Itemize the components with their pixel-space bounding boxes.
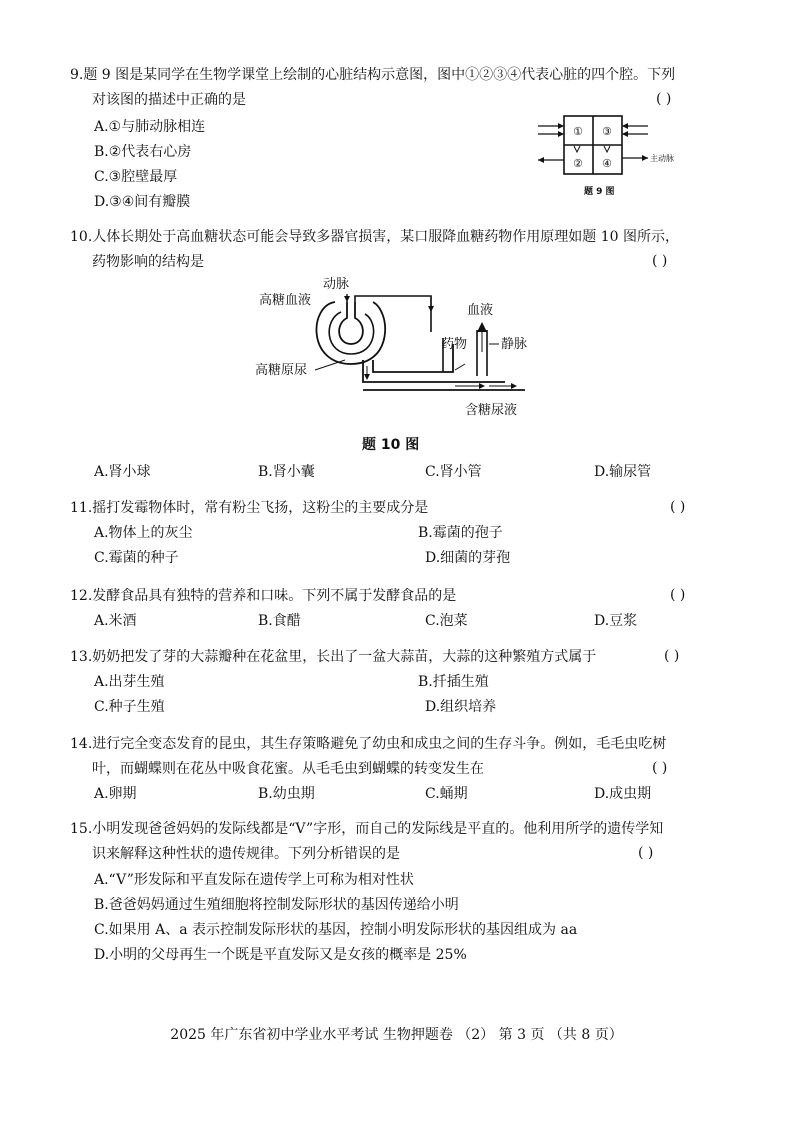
q10-figure-caption: 题 10 图 — [362, 437, 420, 453]
q15-option-c: C.如果用 A、a 表示控制发际形状的基因，控制小明发际形状的基因组成为 aa — [94, 922, 578, 938]
q12-option-d: D.豆浆 — [594, 613, 638, 629]
q9-answer-blank: ( ) — [656, 91, 672, 107]
blood-label: 血液 — [467, 303, 494, 318]
q12-answer-blank: ( ) — [670, 587, 686, 603]
q9-stem-line1: 9.题 9 图是某同学在生物学课堂上绘制的心脏结构示意图，图中①②③④代表心脏的四个腔。下列 — [70, 67, 676, 83]
q10-option-c: C.肾小管 — [425, 464, 482, 480]
q11-option-d: D.细菌的芽孢 — [425, 550, 511, 566]
q14-option-b: B.幼虫期 — [258, 786, 315, 802]
q10-option-d: D.输尿管 — [594, 464, 652, 480]
vein-label: 静脉 — [501, 337, 528, 352]
q13-option-c: C.种子生殖 — [94, 699, 165, 715]
q9-option-a: A.①与肺动脉相连 — [94, 119, 206, 135]
q15-option-a: A.“V”形发际和平直发际在遗传学上可称为相对性状 — [94, 872, 414, 888]
q14-option-c: C.蛹期 — [425, 786, 468, 802]
q12-option-a: A.米酒 — [94, 613, 137, 629]
q10-nephron-figure — [255, 272, 545, 422]
q14-stem-line2: 叶，而蝴蝶则在花丛中吸食花蜜。从毛毛虫到蝴蝶的转变发生在 — [92, 761, 484, 777]
q9-stem-line2: 对该图的描述中正确的是 — [92, 92, 246, 108]
sugar-urine-label: 含糖尿液 — [465, 403, 518, 418]
chamber-3-label: ③ — [602, 125, 612, 138]
q11-stem: 11.摇打发霉物体时，常有粉尘飞扬，这粉尘的主要成分是 — [70, 500, 429, 516]
q10-option-a: A.肾小球 — [94, 464, 151, 480]
q10-stem-line1: 10.人体长期处于高血糖状态可能会导致多器官损害，某口服降血糖药物作用原理如题 10 图所示， — [70, 229, 679, 245]
q14-option-d: D.成虫期 — [594, 786, 652, 802]
q9-heart-figure — [536, 110, 686, 202]
page-footer: 2025 年广东省初中学业水平考试 生物押题卷 （2） 第 3 页 （共 8 页） — [170, 1027, 623, 1043]
q10-stem-line2: 药物影响的结构是 — [92, 254, 204, 270]
q9-option-b: B.②代表右心房 — [94, 144, 192, 160]
high-sugar-blood-label: 高糖血液 — [259, 293, 312, 308]
q10-answer-blank: ( ) — [652, 253, 668, 269]
q12-option-c: C.泡菜 — [425, 613, 468, 629]
q9-option-c: C.③腔壁最厚 — [94, 169, 178, 185]
q13-option-d: D.组织培养 — [425, 699, 497, 715]
q14-stem-line1: 14.进行完全变态发育的昆虫，其生存策略避免了幼虫和成虫之间的生存斗争。例如，毛毛虫吃树 — [70, 736, 667, 752]
q12-option-b: B.食醋 — [258, 613, 301, 629]
aorta-label: 主动脉 — [650, 154, 674, 163]
q9-figure-caption: 题 9 图 — [584, 187, 615, 197]
drug-label: 药物 — [441, 337, 468, 352]
q15-option-d: D.小明的父母再生一个既是平直发际又是女孩的概率是 25% — [94, 947, 467, 963]
q11-option-a: A.物体上的灰尘 — [94, 525, 193, 541]
chamber-1-label: ① — [573, 125, 583, 138]
q11-option-c: C.霉菌的种子 — [94, 550, 179, 566]
q15-stem-line1: 15.小明发现爸爸妈妈的发际线都是“V”字形，而自己的发际线是平直的。他利用所学的遗传学知 — [70, 821, 664, 837]
q11-option-b: B.霉菌的孢子 — [418, 525, 503, 541]
q12-stem: 12.发酵食品具有独特的营养和口味。下列不属于发酵食品的是 — [70, 588, 457, 604]
q13-stem: 13.奶奶把发了芽的大蒜瓣种在花盆里，长出了一盆大蒜苗，大蒜的这种繁殖方式属于 — [70, 649, 597, 665]
q14-option-a: A.卵期 — [94, 786, 137, 802]
q15-answer-blank: ( ) — [638, 845, 654, 861]
q13-option-a: A.出芽生殖 — [94, 674, 165, 690]
q14-answer-blank: ( ) — [652, 760, 668, 776]
q15-stem-line2: 识来解释这种性状的遗传规律。下列分析错误的是 — [92, 846, 400, 862]
q11-answer-blank: ( ) — [670, 499, 686, 515]
q9-option-d: D.③④间有瓣膜 — [94, 194, 191, 210]
high-sugar-urine-label: 高糖原尿 — [255, 363, 308, 378]
q13-option-b: B.扦插生殖 — [418, 674, 489, 690]
q13-answer-blank: ( ) — [664, 648, 680, 664]
chamber-4-label: ④ — [602, 157, 612, 170]
chamber-2-label: ② — [573, 157, 583, 170]
q10-option-b: B.肾小囊 — [258, 464, 315, 480]
artery-label: 动脉 — [323, 277, 350, 292]
q15-option-b: B.爸爸妈妈通过生殖细胞将控制发际形状的基因传递给小明 — [94, 897, 459, 913]
